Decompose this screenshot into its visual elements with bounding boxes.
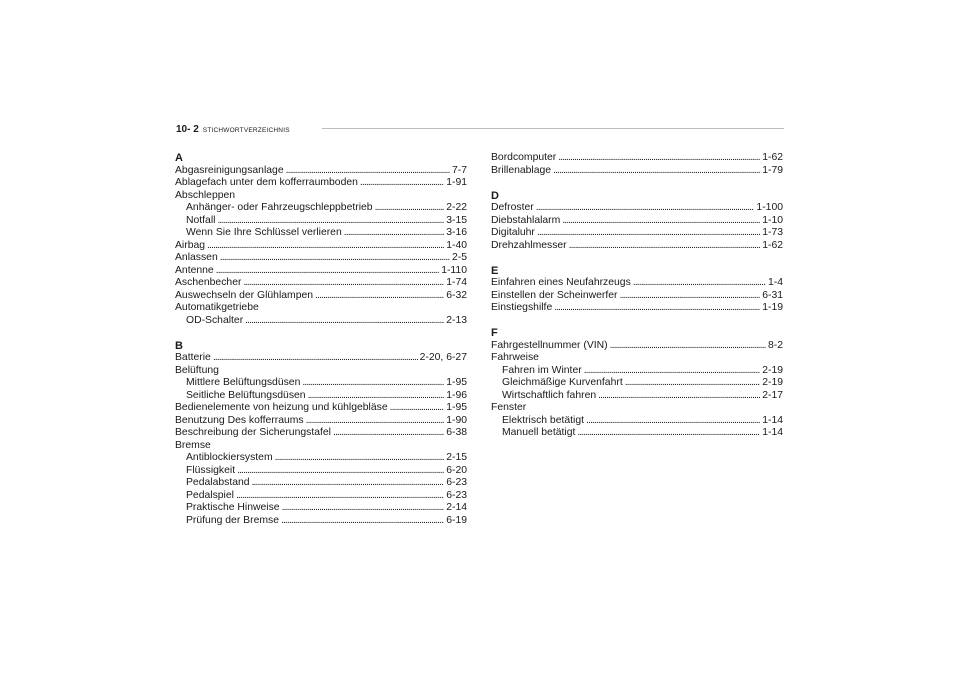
entry-term: Antiblockiersystem [186,452,273,463]
leader-dots [360,177,444,190]
leader-dots [586,415,760,428]
index-entry [491,277,783,290]
leader-dots [619,290,760,303]
entry-page: 3-16 [446,227,467,238]
entry-term: Auswechseln der Glühlampen [175,289,314,301]
leader-dots [213,352,418,365]
index-entry [175,427,467,440]
entry-term: Brillenablage [491,164,552,176]
index-entry [175,165,467,178]
entry-page: 8-2 [767,339,783,351]
page-header [176,124,290,135]
leader-dots [217,215,444,228]
index-letter-a: A [175,152,183,164]
entry-term: Flüssigkeit [186,464,236,476]
entry-term: Abgasreinigungsanlage [175,164,284,176]
index-heading: Belüftung [175,364,219,376]
index-heading: Fahrweise [491,352,539,363]
leader-dots [625,377,761,390]
index-entry [175,177,467,190]
entry-page: 1-4 [767,277,783,288]
entry-page: 3-15 [446,214,467,226]
leader-dots [375,202,445,215]
entry-page: 1-100 [756,202,783,213]
entry-page: 2-5 [451,252,467,263]
leader-dots [237,465,444,478]
index-subentry [175,227,467,240]
leader-dots [252,477,445,490]
leader-dots [315,290,444,303]
entry-term: Fahren im Winter [502,364,582,376]
index-subentry [175,515,467,528]
entry-page: 2-14 [446,502,467,513]
entry-term: Batterie [175,352,211,363]
index-heading: Fenster [491,402,527,413]
index-entry [491,340,783,353]
entry-page: 1-91 [446,177,467,188]
index-entry [175,415,467,428]
entry-term: Praktische Hinweise [186,502,280,513]
entry-page: 1-90 [446,414,467,426]
index-subentry [175,465,467,478]
entry-term: Mittlere Belüftungsdüsen [186,377,301,388]
leader-dots [537,227,760,240]
index-entry [175,252,467,265]
leader-dots [306,415,445,428]
entry-term: Bedienelemente von heizung und kühlgebläse [175,402,388,413]
index-entry [491,302,783,315]
entry-term: Airbag [175,239,206,251]
entry-page: 2-15 [446,452,467,463]
entry-term: Drehzahlmesser [491,239,567,251]
entry-page: 6-23 [446,489,467,501]
leader-dots [390,402,445,415]
entry-page: 1-73 [762,227,783,238]
entry-page: 1-95 [446,402,467,413]
entry-term: Ablagefach unter dem kofferraumboden [175,177,358,188]
entry-term: Seitliche Belüftungsdüsen [186,389,306,401]
leader-dots [308,390,445,403]
entry-term: Defroster [491,202,534,213]
index-subentry [175,202,467,215]
entry-term: Anlassen [175,252,218,263]
index-entry [491,290,783,303]
index-subentry [175,502,467,515]
header-rule [322,128,784,129]
entry-term: Diebstahlalarm [491,214,561,226]
index-entry [175,352,467,365]
index-entry [491,165,783,178]
entry-page: 6-23 [446,477,467,488]
entry-term: Manuell betätigt [502,427,576,438]
leader-dots [598,390,760,403]
index-entry [491,240,783,253]
index-letter-e: E [491,264,499,277]
leader-dots [245,315,444,328]
entry-term: Einstellen der Scheinwerfer [491,289,618,301]
leader-dots [577,427,760,440]
index-entry [175,265,467,278]
entry-page: 1-14 [762,414,783,426]
index-entry [491,227,783,240]
entry-term: Aschenbecher [175,277,242,288]
page-number: 10- 2 [176,124,199,135]
entry-term: Benutzung Des kofferraums [175,414,304,426]
index-heading: Automatikgetriebe [175,302,259,313]
index-letter-b: B [175,339,183,352]
leader-dots [302,377,444,390]
entry-page: 1-110 [441,264,467,276]
entry-term: Antenne [175,264,214,276]
entry-page: 6-20 [446,464,467,476]
entry-page: 2-22 [446,202,467,213]
entry-page: 7-7 [451,164,467,176]
index-letter-d: D [491,189,499,202]
leader-dots [558,152,760,165]
leader-dots [554,302,760,315]
index-subentry [491,390,783,403]
entry-term: Wirtschaftlich fahren [502,389,597,401]
leader-dots [207,240,444,253]
leader-dots [562,215,760,228]
entry-term: Pedalspiel [186,489,234,501]
index-subentry [491,377,783,390]
index-letter-f: F [491,327,498,339]
entry-term: Einfahren eines Neufahrzeugs [491,277,631,288]
index-heading: Bremse [175,439,211,451]
leader-dots [569,240,761,253]
leader-dots [584,365,761,378]
entry-page: 6-38 [446,427,467,438]
leader-dots [536,202,755,215]
entry-term: Prüfung der Bremse [186,514,279,526]
entry-page: 6-19 [446,514,467,526]
entry-page: 1-40 [446,239,467,251]
index-subentry [491,415,783,428]
entry-term: Anhänger- oder Fahrzeugschleppbetrieb [186,202,373,213]
entry-page: 1-19 [762,302,783,313]
leader-dots [236,490,444,503]
entry-term: Notfall [186,214,216,226]
index-entry [491,202,783,215]
entry-page: 1-14 [762,427,783,438]
entry-term: Digitaluhr [491,227,535,238]
leader-dots [333,427,444,440]
entry-page: 2-13 [446,314,467,326]
entry-page: 1-79 [762,164,783,176]
index-subentry [175,452,467,465]
entry-term: Gleichmäßige Kurvenfahrt [502,377,623,388]
leader-dots [286,165,450,178]
entry-page: 2-20, 6-27 [419,352,467,363]
index-entry [491,152,783,165]
entry-page: 1-62 [762,239,783,251]
leader-dots [282,502,445,515]
entry-term: OD-Schalter [186,314,244,326]
leader-dots [220,252,450,265]
index-subentry [175,377,467,390]
entry-page: 1-95 [446,377,467,388]
index-entry [175,402,467,415]
entry-page: 1-62 [762,152,783,163]
entry-page: 1-10 [762,214,783,226]
index-entry [175,240,467,253]
index-subentry [491,365,783,378]
index-entry [175,277,467,290]
index-subentry [175,315,467,328]
index-subentry [175,477,467,490]
index-entry [491,215,783,228]
leader-dots [633,277,766,290]
index-subentry [175,390,467,403]
entry-page: 6-32 [446,289,467,301]
entry-page: 2-17 [762,389,783,401]
entry-term: Bordcomputer [491,152,557,163]
leader-dots [243,277,444,290]
entry-term: Fahrgestellnummer (VIN) [491,339,608,351]
leader-dots [281,515,444,528]
leader-dots [553,165,760,178]
leader-dots [344,227,444,240]
index-heading: Abschleppen [175,189,236,201]
index-column-left [175,152,467,527]
entry-page: 2-19 [762,364,783,376]
entry-term: Einstiegshilfe [491,302,553,313]
section-title: STICHWORTVERZEICHNIS [202,127,290,134]
index-subentry [491,427,783,440]
entry-term: Pedalabstand [186,477,250,488]
entry-term: Wenn Sie Ihre Schlüssel verlieren [186,227,342,238]
leader-dots [610,340,766,353]
entry-term: Elektrisch betätigt [502,414,585,426]
entry-term: Beschreibung der Sicherungstafel [175,427,331,438]
entry-page: 2-19 [762,377,783,388]
entry-page: 1-96 [446,389,467,401]
index-entry [175,290,467,303]
index-subentry [175,215,467,228]
entry-page: 6-31 [762,289,783,301]
entry-page: 1-74 [446,277,467,288]
index-subentry [175,490,467,503]
leader-dots [275,452,445,465]
index-column-right [491,152,783,440]
leader-dots [216,265,439,278]
